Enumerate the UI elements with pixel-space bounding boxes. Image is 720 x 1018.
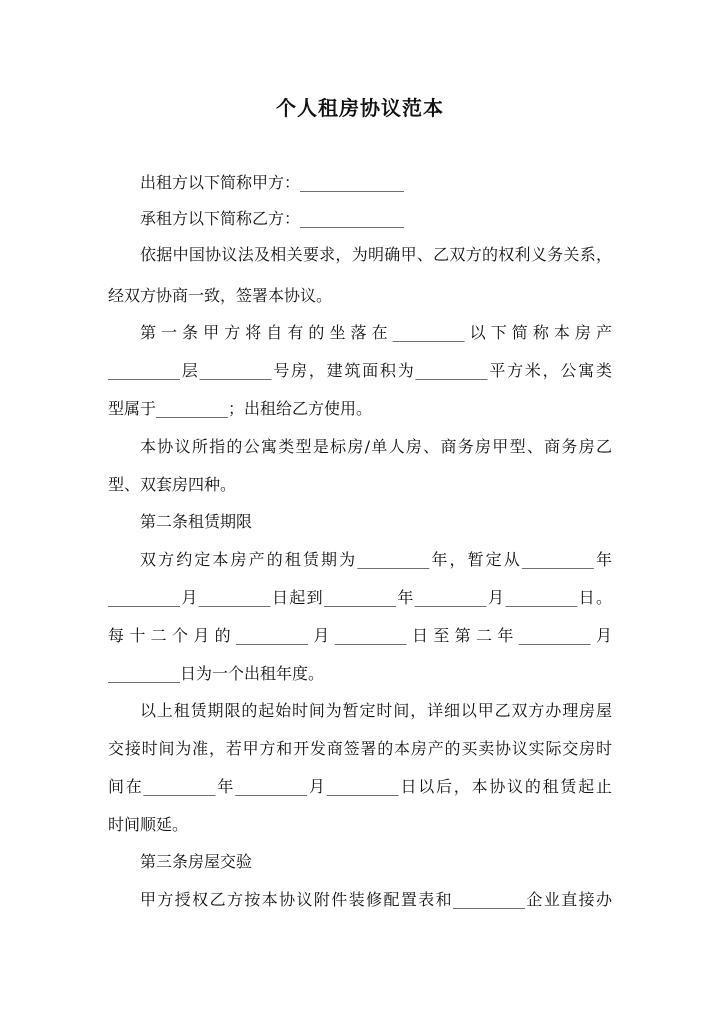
paragraph-line: 型、双套房四种。	[108, 475, 237, 494]
paragraph-line: _________月_________日起到_________年_________月_________日。	[108, 588, 612, 607]
paragraph-line: 本协议所指的公寓类型是标房/单人房、商务房甲型、商务房乙	[140, 437, 612, 456]
paragraph-line: 时间顺延。	[108, 815, 189, 834]
paragraph-line: 以上租赁期限的起始时间为暂定时间，详细以甲乙双方办理房屋	[140, 701, 612, 720]
article-3-heading: 第三条房屋交验	[140, 852, 253, 871]
article-2-heading: 第二条租赁期限	[140, 512, 253, 531]
party-b-line: 承租方以下简称乙方：_____________	[140, 209, 405, 228]
paragraph-line: 依据中国协议法及相关要求，为明确甲、乙双方的权利义务关系，	[140, 245, 612, 264]
party-a-line: 出租方以下简称甲方：_____________	[140, 173, 405, 192]
paragraph-line: 交接时间为准，若甲方和开发商签署的本房产的买卖协议实际交房时	[108, 739, 612, 758]
document-title: 个人租房协议范本	[276, 96, 444, 120]
paragraph-line: _________层_________号房，建筑面积为_________平方米，公寓类	[108, 361, 612, 380]
paragraph-line: 双方约定本房产的租赁期为_________年，暂定从_________年	[140, 550, 612, 569]
paragraph-line: 每十二个月的_________月_________日至第二年_________月	[108, 626, 612, 645]
paragraph-line: _________日为一个出租年度。	[108, 664, 325, 683]
paragraph-line: 型属于_________；出租给乙方使用。	[108, 399, 373, 418]
article-1-line: 第一条甲方将自有的坐落在_________以下简称本房产	[140, 323, 612, 342]
paragraph-line: 经双方协商一致，签署本协议。	[108, 286, 333, 305]
paragraph-line: 间在_________年_________月_________日以后，本协议的租赁起止	[108, 777, 612, 796]
paragraph-line: 甲方授权乙方按本协议附件装修配置表和_________企业直接办	[140, 890, 612, 909]
